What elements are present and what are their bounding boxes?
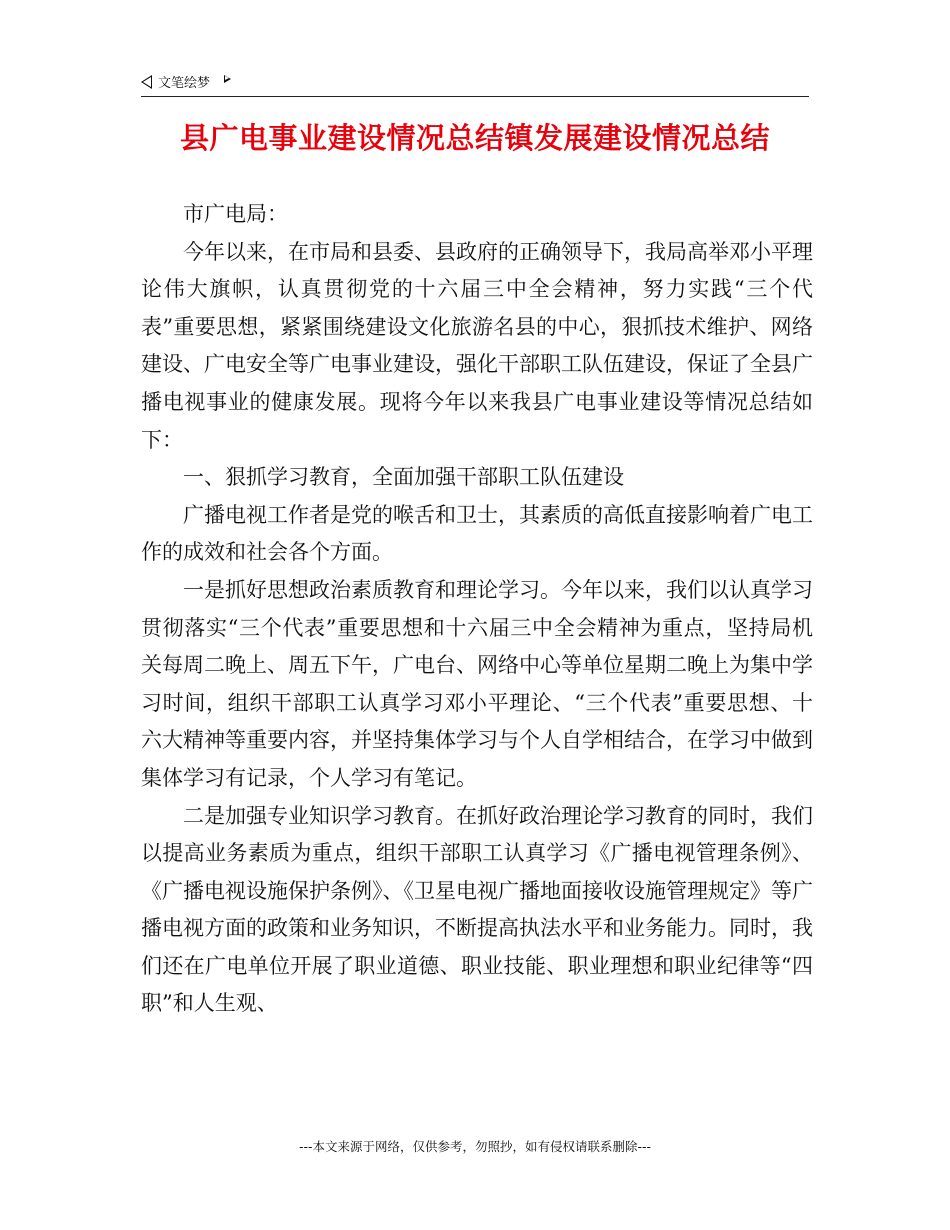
- document-body: [141, 196, 813, 1023]
- brand-label: 文笔绘梦: [158, 76, 211, 91]
- page-header: [141, 70, 809, 97]
- document-title: 县广电事业建设情况总结镇发展建设情况总结: [179, 121, 770, 155]
- brand: [141, 72, 231, 91]
- triangle-left-icon: [141, 75, 152, 89]
- body-paragraph: 今年以来，在市局和县委、县政府的正确领导下，我局高举邓小平理论伟大旗帜，认真贯彻党的十六届三中全会精神，努力实践“三个代表”重要思想，紧紧围绕建设文化旅游名县的中心，狠抓技术维护、网络建设、广电安全等广电事业建设，强化干部职工队伍建设，保证了全县广播电视事业的健康发展。现将今年以来我县广电事业建设等情况总结如下：: [141, 239, 813, 452]
- body-paragraph: 一是抓好思想政治素质教育和理论学习。今年以来，我们以认真学习贯彻落实“三个代表”重要思想和十六届三中全会精神为重点，坚持局机关每周二晚上、周五下午，广电台、网络中心等单位星期二晚上为集中学习时间，组织干部职工认真学习邓小平理论、“三个代表”重要思想、十六大精神等重要内容，并坚持集体学习与个人自学相结合，在学习中做到集体学习有记录，个人学习有笔记。: [141, 577, 813, 790]
- body-paragraph: 二是加强专业知识学习教育。在抓好政治理论学习教育的同时，我们以提高业务素质为重点，组织干部职工认真学习《广播电视管理条例》、《广播电视设施保护条例》、《卫星电视广播地面接收设施管理规定》等广播电视方面的政策和业务知识，不断提高执法水平和业务能力。同时，我们还在广电单位开展了职业道德、职业技能、职业理想和职业纪律等“四职”和人生观、: [141, 803, 813, 1016]
- section-heading: 一、狠抓学习教育，全面加强干部职工队伍建设: [183, 465, 624, 490]
- salutation: 市广电局：: [183, 202, 288, 226]
- body-paragraph: 广播电视工作者是党的喉舌和卫士，其素质的高低直接影响着广电工作的成效和社会各个方面。: [141, 502, 813, 565]
- footer-notice: ---本文来源于网络，仅供参考，勿照抄，如有侵权请联系删除---: [298, 1139, 652, 1154]
- triangle-right-icon: [224, 75, 231, 83]
